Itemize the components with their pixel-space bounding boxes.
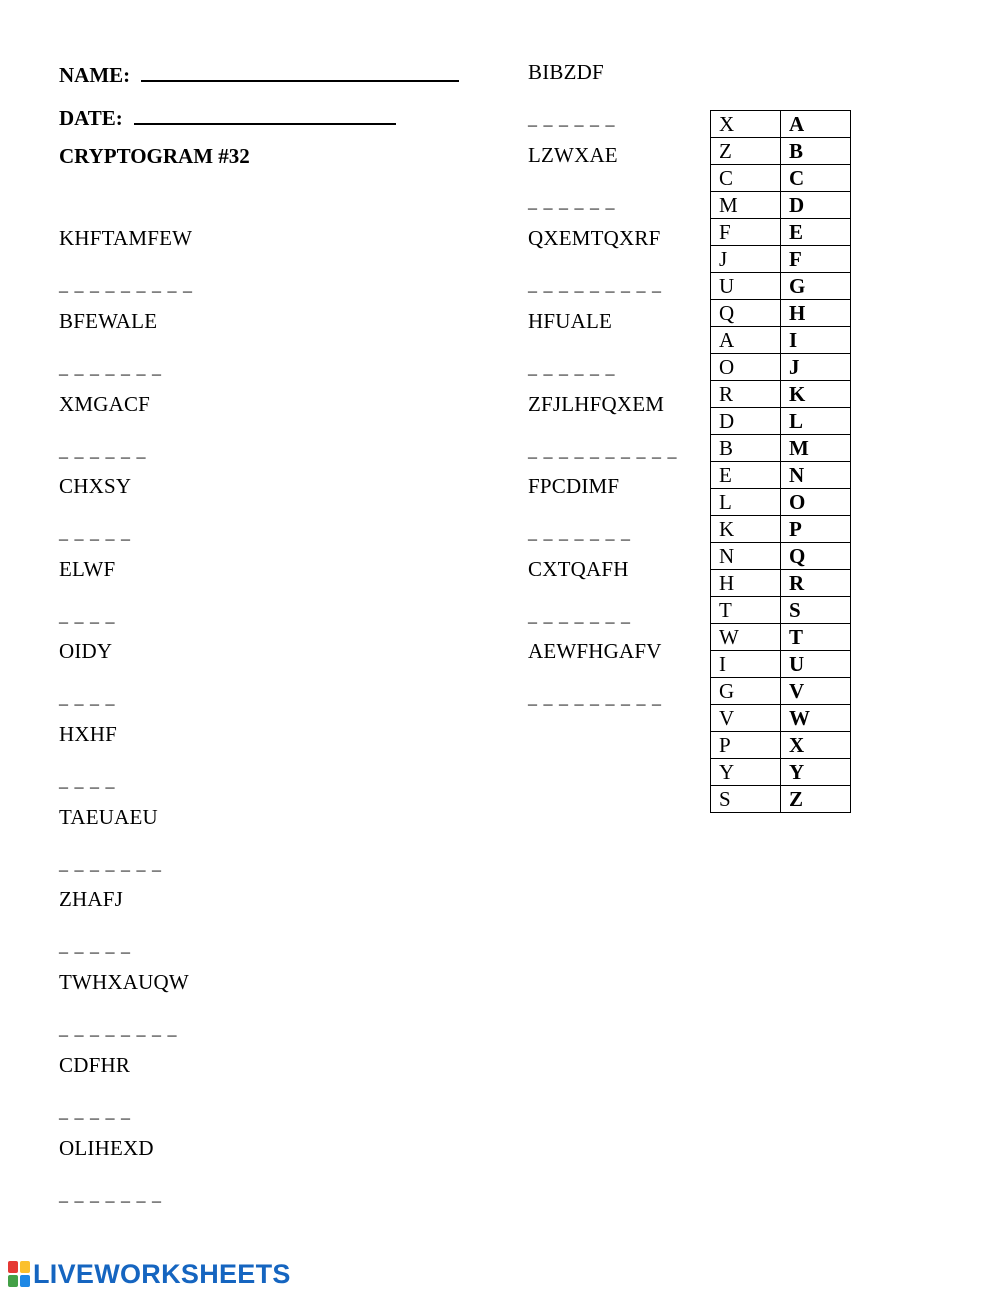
key-code-cell: X	[711, 111, 781, 138]
answer-blanks[interactable]: _ _ _ _ _ _ _	[59, 357, 162, 377]
key-row	[711, 408, 851, 435]
key-code-cell: E	[711, 462, 781, 489]
key-code-cell: M	[711, 192, 781, 219]
answer-blanks[interactable]: _ _ _ _ _ _ _	[59, 1184, 162, 1204]
key-letter-cell: I	[781, 327, 851, 354]
cipher-word: BFEWALE	[59, 309, 158, 333]
cipher-word: XMGACF	[59, 392, 151, 416]
key-letter-cell: Z	[781, 786, 851, 813]
key-code-cell: Q	[711, 300, 781, 327]
key-row	[711, 165, 851, 192]
key-letter-cell: B	[781, 138, 851, 165]
logo-block	[20, 1275, 30, 1287]
cipher-word: HXHF	[59, 722, 117, 746]
cipher-word: CDFHR	[59, 1053, 131, 1077]
cipher-word: FPCDIMF	[528, 474, 620, 498]
answer-blanks[interactable]: _ _ _ _ _ _ _	[528, 522, 631, 542]
key-code-cell: P	[711, 732, 781, 759]
logo-blocks-icon	[8, 1261, 30, 1287]
answer-blanks[interactable]: _ _ _ _ _ _ _ _	[59, 1018, 178, 1038]
answer-blanks[interactable]: _ _ _ _	[59, 687, 116, 707]
answer-blanks[interactable]: _ _ _ _ _ _	[528, 191, 616, 211]
key-letter-cell: C	[781, 165, 851, 192]
key-letter-cell: T	[781, 624, 851, 651]
name-label: NAME:	[59, 63, 131, 87]
key-row	[711, 489, 851, 516]
key-row	[711, 273, 851, 300]
cipher-word: ZHAFJ	[59, 887, 124, 911]
key-code-cell: Y	[711, 759, 781, 786]
key-code-cell: A	[711, 327, 781, 354]
key-letter-cell: L	[781, 408, 851, 435]
key-letter-cell: Y	[781, 759, 851, 786]
cipher-word: QXEMTQXRF	[528, 226, 661, 250]
key-code-cell: Z	[711, 138, 781, 165]
cipher-word: CHXSY	[59, 474, 132, 498]
key-code-cell: R	[711, 381, 781, 408]
key-row	[711, 246, 851, 273]
key-code-cell: S	[711, 786, 781, 813]
cipher-word: CXTQAFH	[528, 557, 629, 581]
key-row	[711, 300, 851, 327]
key-code-cell: G	[711, 678, 781, 705]
key-letter-cell: Q	[781, 543, 851, 570]
key-code-cell: O	[711, 354, 781, 381]
key-letter-cell: N	[781, 462, 851, 489]
key-row	[711, 354, 851, 381]
key-code-cell: K	[711, 516, 781, 543]
key-letter-cell: A	[781, 111, 851, 138]
answer-blanks[interactable]: _ _ _ _ _ _ _	[59, 853, 162, 873]
key-row	[711, 732, 851, 759]
cipher-word: OLIHEXD	[59, 1136, 154, 1160]
cipher-word: AEWFHGAFV	[528, 639, 662, 663]
key-letter-cell: E	[781, 219, 851, 246]
key-code-cell: D	[711, 408, 781, 435]
key-code-cell: J	[711, 246, 781, 273]
cipher-word: TWHXAUQW	[59, 970, 189, 994]
liveworksheets-logo[interactable]	[8, 1258, 291, 1290]
date-blank-line[interactable]	[134, 103, 396, 125]
key-row	[711, 543, 851, 570]
answer-blanks[interactable]: _ _ _ _ _ _ _ _ _	[528, 687, 662, 707]
key-letter-cell: O	[781, 489, 851, 516]
key-code-cell: W	[711, 624, 781, 651]
name-field	[59, 60, 459, 88]
key-row	[711, 516, 851, 543]
cipher-word: ZFJLHFQXEM	[528, 392, 665, 416]
name-blank-line[interactable]	[141, 60, 459, 82]
answer-blanks[interactable]: _ _ _ _ _ _	[528, 108, 616, 128]
date-field	[59, 103, 396, 131]
key-code-cell: I	[711, 651, 781, 678]
answer-blanks[interactable]: _ _ _ _	[59, 605, 116, 625]
key-letter-cell: W	[781, 705, 851, 732]
key-letter-cell: F	[781, 246, 851, 273]
answer-blanks[interactable]: _ _ _ _ _	[59, 522, 131, 542]
key-letter-cell: R	[781, 570, 851, 597]
answer-blanks[interactable]: _ _ _ _ _ _	[59, 440, 147, 460]
key-row	[711, 786, 851, 813]
key-letter-cell: X	[781, 732, 851, 759]
key-code-cell: V	[711, 705, 781, 732]
answer-blanks[interactable]: _ _ _ _ _ _	[528, 357, 616, 377]
key-letter-cell: D	[781, 192, 851, 219]
logo-block	[8, 1275, 18, 1287]
key-letter-cell: U	[781, 651, 851, 678]
key-row	[711, 462, 851, 489]
key-letter-cell: H	[781, 300, 851, 327]
key-letter-cell: V	[781, 678, 851, 705]
key-row	[711, 570, 851, 597]
key-code-cell: F	[711, 219, 781, 246]
cipher-word: BIBZDF	[528, 60, 604, 84]
cipher-word: OIDY	[59, 639, 113, 663]
logo-text: LIVEWORKSHEETS	[33, 1258, 291, 1289]
key-letter-cell: J	[781, 354, 851, 381]
logo-block	[8, 1261, 18, 1273]
answer-blanks[interactable]: _ _ _ _ _	[59, 935, 131, 955]
key-row	[711, 759, 851, 786]
key-letter-cell: K	[781, 381, 851, 408]
key-code-cell: B	[711, 435, 781, 462]
key-code-cell: U	[711, 273, 781, 300]
answer-blanks[interactable]: _ _ _ _ _ _ _ _ _	[528, 274, 662, 294]
key-letter-cell: G	[781, 273, 851, 300]
key-row	[711, 651, 851, 678]
key-row	[711, 111, 851, 138]
answer-blanks[interactable]: _ _ _ _ _ _ _ _ _ _	[528, 440, 678, 460]
page-title: CRYPTOGRAM #32	[59, 144, 250, 168]
key-row	[711, 381, 851, 408]
cipher-word: HFUALE	[528, 309, 613, 333]
cipher-word: KHFTAMFEW	[59, 226, 193, 250]
cipher-key-table	[710, 110, 851, 813]
logo-block	[20, 1261, 30, 1273]
key-row	[711, 138, 851, 165]
key-row	[711, 678, 851, 705]
key-row	[711, 219, 851, 246]
answer-blanks[interactable]: _ _ _ _	[59, 770, 116, 790]
key-row	[711, 327, 851, 354]
cipher-word: TAEUAEU	[59, 805, 158, 829]
key-row	[711, 192, 851, 219]
answer-blanks[interactable]: _ _ _ _ _ _ _	[528, 605, 631, 625]
key-letter-cell: M	[781, 435, 851, 462]
key-code-cell: C	[711, 165, 781, 192]
key-code-cell: T	[711, 597, 781, 624]
cipher-word: ELWF	[59, 557, 116, 581]
key-code-cell: L	[711, 489, 781, 516]
key-row	[711, 624, 851, 651]
key-letter-cell: S	[781, 597, 851, 624]
key-code-cell: N	[711, 543, 781, 570]
answer-blanks[interactable]: _ _ _ _ _	[59, 1101, 131, 1121]
key-row	[711, 705, 851, 732]
date-label: DATE:	[59, 106, 123, 130]
key-code-cell: H	[711, 570, 781, 597]
key-letter-cell: P	[781, 516, 851, 543]
key-row	[711, 435, 851, 462]
key-row	[711, 597, 851, 624]
answer-blanks[interactable]: _ _ _ _ _ _ _ _ _	[59, 274, 193, 294]
cipher-word: LZWXAE	[528, 143, 618, 167]
